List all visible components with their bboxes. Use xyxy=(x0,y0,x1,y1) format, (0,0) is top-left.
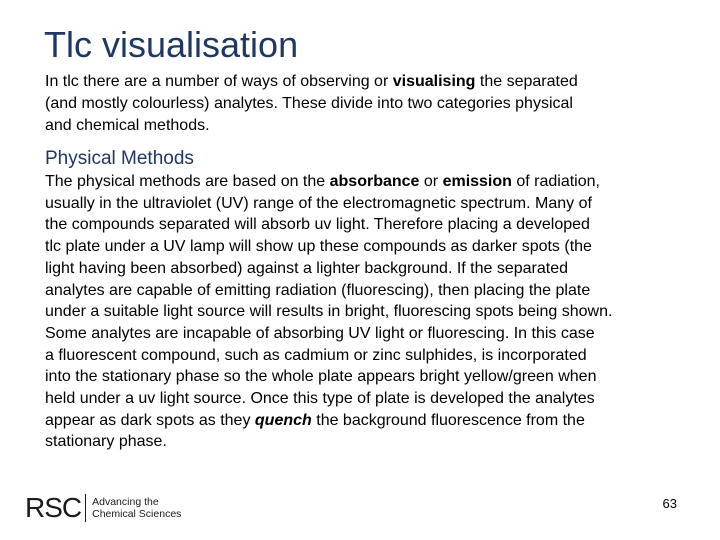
body-text: appear as dark spots as they xyxy=(45,411,255,429)
body-line: a fluorescent compound, such as cadmium or zinc sulphides, is incorporated xyxy=(45,346,587,364)
rsc-logo-tagline xyxy=(92,496,181,520)
rsc-tagline-line: Chemical Sciences xyxy=(92,508,182,520)
slide-title: Tlc visualisation xyxy=(44,24,299,65)
body-line: analytes are capable of emitting radiation (fluorescing), then placing the plate xyxy=(45,281,591,299)
body-paragraph xyxy=(45,171,705,453)
rsc-logo-divider xyxy=(85,494,86,522)
intro-line xyxy=(45,71,705,93)
body-text: the background fluorescence from the xyxy=(311,411,585,429)
body-line: Some analytes are incapable of absorbing UV light or fluorescing. In this case xyxy=(45,324,595,342)
body-line: light having been absorbed) against a lighter background. If the separated xyxy=(45,259,569,277)
body-text: or xyxy=(419,173,443,190)
intro-line: and chemical methods. xyxy=(45,117,210,134)
intro-line: (and mostly colourless) analytes. These divide into two categories physical xyxy=(45,95,573,112)
intro-bold-term: visualising xyxy=(392,73,476,90)
body-text: of radiation, xyxy=(511,173,600,190)
rsc-logo-mark: RSC xyxy=(25,492,82,523)
page-number: 63 xyxy=(662,496,677,511)
body-line xyxy=(45,410,705,432)
body-text: The physical methods are based on the xyxy=(45,173,330,190)
body-line: tlc plate under a UV lamp will show up these compounds as darker spots (the xyxy=(45,238,592,256)
body-line: stationary phase. xyxy=(45,433,167,451)
intro-text: the separated xyxy=(475,73,578,90)
body-line: into the stationary phase so the whole plate appears bright yellow/green when xyxy=(45,368,597,386)
body-line: usually in the ultraviolet (UV) range of the electromagnetic spectrum. Many of xyxy=(45,194,592,212)
body-line: under a suitable light source will results in bright, fluorescing spots being shown. xyxy=(45,303,613,321)
rsc-tagline-line: Advancing the xyxy=(92,496,159,508)
rsc-logo xyxy=(25,491,181,525)
body-line xyxy=(45,171,705,193)
body-line: held under a uv light source. Once this type of plate is developed the analytes xyxy=(45,390,595,408)
intro-paragraph xyxy=(45,71,705,137)
section-heading: Physical Methods xyxy=(45,148,194,169)
body-bold-term: absorbance xyxy=(329,173,420,190)
body-bold-term: emission xyxy=(442,173,512,190)
body-line: the compounds separated will absorb uv light. Therefore placing a developed xyxy=(45,216,590,234)
body-emphasis-term: quench xyxy=(254,411,312,429)
intro-text: In tlc there are a number of ways of observing or xyxy=(45,73,393,90)
